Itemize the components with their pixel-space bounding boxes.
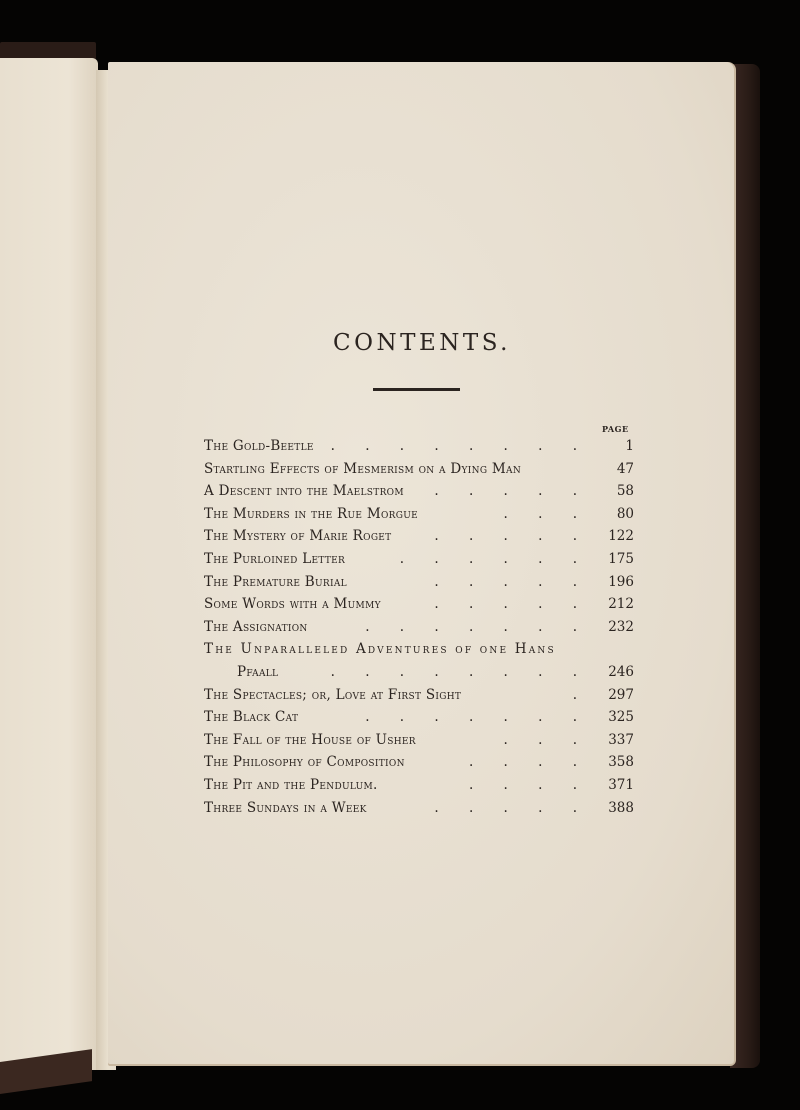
toc-title: The Philosophy of Composition (204, 754, 405, 771)
toc-entry (204, 617, 634, 640)
toc-entry (204, 504, 634, 527)
toc-leader-dots: . . . . . . . (365, 618, 590, 635)
toc-leader-dots: . . . . . (434, 528, 590, 545)
toc-title: A Descent into the Maelstrom (204, 483, 404, 500)
toc-title: The Unparalleled Adventures of one Hans (204, 641, 556, 658)
toc-entry (204, 752, 634, 775)
toc-page-number: 58 (616, 483, 634, 500)
toc-page-number: 297 (608, 686, 634, 703)
toc-page-number: 232 (608, 618, 634, 635)
toc-page-number: 175 (608, 550, 634, 567)
toc-page-number: 371 (608, 776, 634, 793)
toc-title: The Mystery of Marie Roget (204, 528, 392, 545)
toc-entry (204, 549, 634, 572)
toc-entry (204, 436, 634, 459)
toc-entry (204, 707, 634, 730)
toc-leader-dots: . . . . . (434, 596, 590, 613)
toc-title: The Assignation (204, 618, 308, 635)
toc-title: The Spectacles; or, Love at First Sight (204, 686, 462, 703)
toc-entry (204, 730, 634, 753)
toc-page-number: 325 (608, 709, 634, 726)
toc-entry (204, 572, 634, 595)
toc-page-number: 122 (608, 528, 634, 545)
toc-entry (204, 639, 634, 662)
toc-title: The Premature Burial (204, 573, 347, 590)
toc-title: The Fall of the House of Usher (204, 731, 416, 748)
toc-title: Pfaall (237, 663, 279, 680)
toc-entry (204, 481, 634, 504)
toc-leader-dots: . . . . . (434, 573, 590, 590)
left-page (0, 58, 98, 1070)
toc-title: Startling Effects of Mesmerism on a Dying Man (204, 460, 521, 477)
toc-title: The Black Cat (204, 709, 299, 726)
toc-page-number: 1 (625, 438, 634, 454)
page-title: CONTENTS. (333, 330, 511, 356)
toc-leader-dots: . (572, 686, 590, 703)
toc-leader-dots: . . . . (468, 754, 590, 771)
toc-entry (204, 798, 634, 821)
toc-entry (204, 775, 634, 798)
toc-page-number: 80 (616, 505, 634, 522)
toc-leader-dots: . . . . . . . . (330, 438, 590, 454)
contents-page (108, 62, 736, 1066)
toc-leader-dots: . . . . . . . (365, 709, 590, 726)
toc-title: Three Sundays in a Week (204, 799, 367, 816)
toc-entry-continuation (204, 662, 634, 685)
toc-leader-dots: . . . . . . (399, 550, 590, 567)
table-of-contents (204, 436, 634, 820)
toc-page-number: 358 (608, 754, 634, 771)
toc-leader-dots: . . . . . (434, 483, 590, 500)
toc-page-number: 246 (608, 663, 634, 680)
toc-page-number: 47 (616, 460, 634, 477)
toc-page-number: 196 (608, 573, 634, 590)
toc-page-number: 337 (608, 731, 634, 748)
toc-title: The Pit and the Pendulum. (204, 776, 378, 793)
toc-entry (204, 526, 634, 549)
toc-page-number: 388 (608, 799, 634, 816)
title-rule-divider (373, 388, 460, 391)
toc-leader-dots: . . . . . (434, 799, 590, 816)
toc-leader-dots: . . . . (468, 776, 590, 793)
toc-page-number: 212 (608, 596, 634, 613)
toc-leader-dots: . . . (503, 731, 590, 748)
toc-title: The Purloined Letter (204, 550, 346, 567)
toc-entry (204, 594, 634, 617)
page-column-label: PAGE (602, 424, 629, 434)
toc-title: The Murders in the Rue Morgue (204, 505, 418, 522)
toc-entry (204, 685, 634, 708)
toc-leader-dots: . . . (503, 505, 590, 522)
toc-title: The Gold-Beetle (204, 438, 314, 454)
toc-leader-dots: . . . . . . . . (330, 663, 590, 680)
toc-entry (204, 459, 634, 482)
toc-title: Some Words with a Mummy (204, 596, 381, 613)
